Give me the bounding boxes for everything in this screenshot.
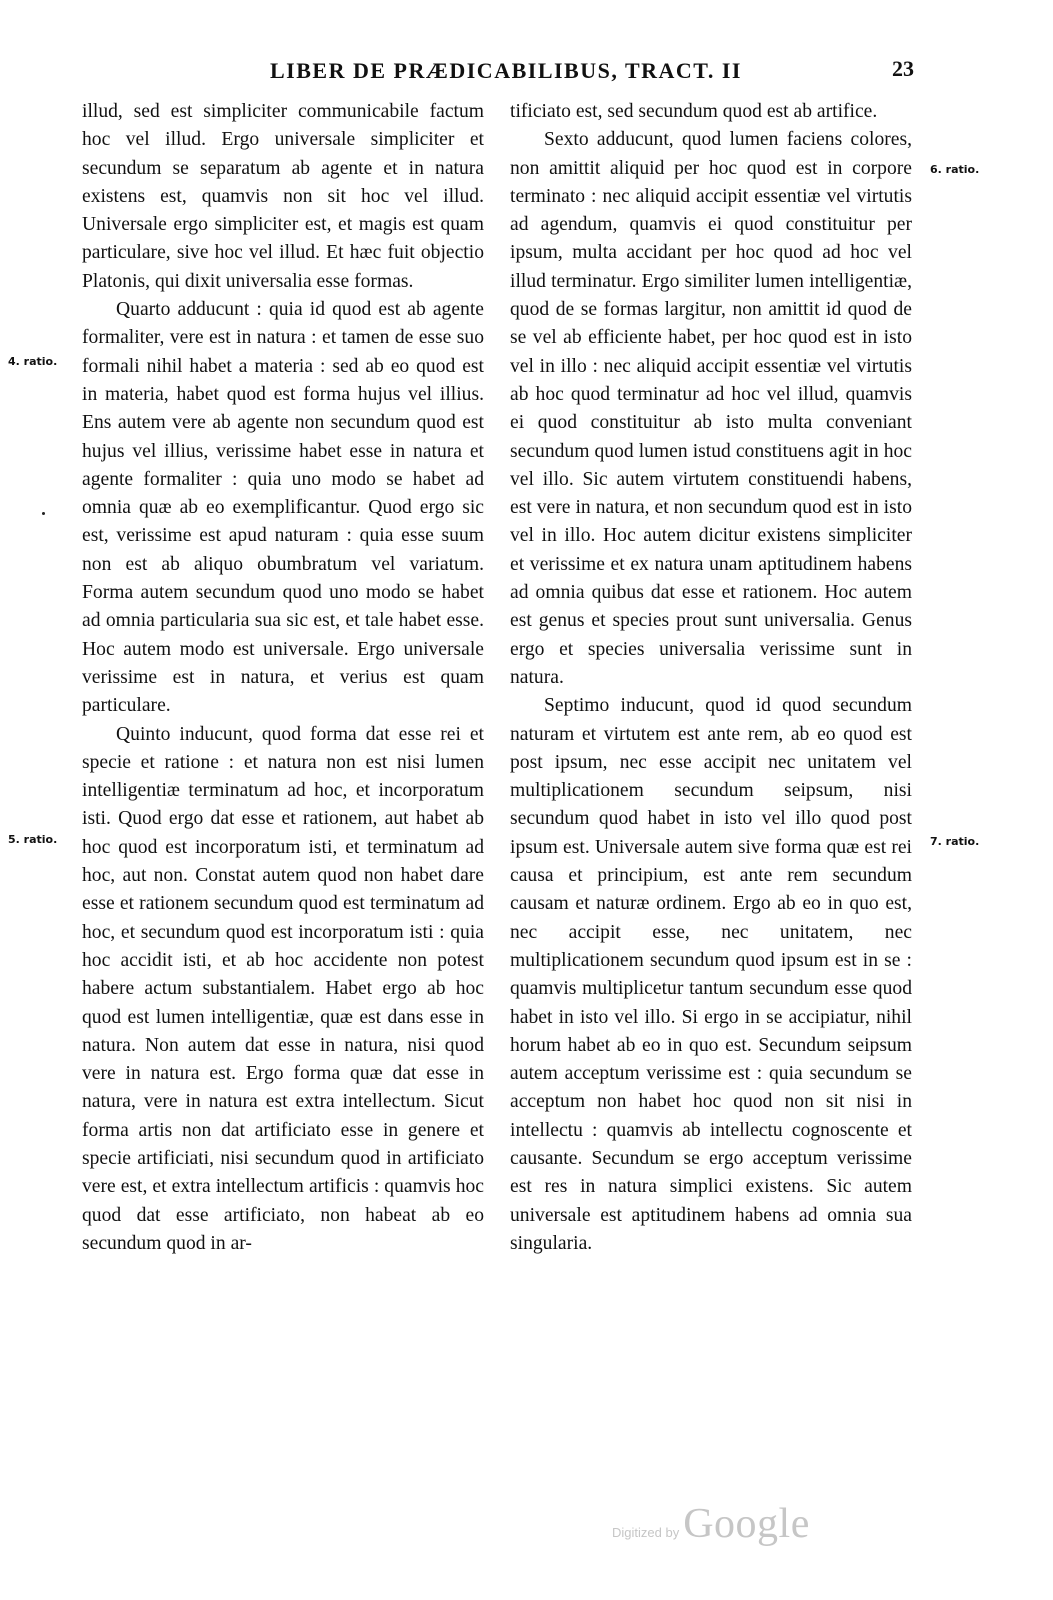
right-paragraph-continued: tificiato est, sed secundum quod est ab artifice. [510,101,878,122]
margin-note-ratio-4: 4. ratio. [8,355,58,368]
margin-note-ratio-7: 7. ratio. [930,835,980,848]
right-column [510,98,912,1258]
margin-note-ratio-5: 5. ratio. [8,833,58,846]
right-paragraph-septimo: Septimo inducunt, quod id quod secundum naturam et virtutem est ante rem, ab eo quod est post ipsum, nec esse accipit nec unitatem vel multiplicationem secundum seipsum, nisi secundum quod habet in isto vel illo quod post ipsum est. Universale autem sive forma quæ est rei causa et principium, est ante rem secundum causam et naturæ ordinem. Ergo ab eo in quo est, nec accipit esse, nec unitatem, nec multiplicationem secundum quod ipsum est in se : quamvis multiplicetur tantum secundum esse quod habet in isto vel illo. Si ergo in se accipiatur, nihil horum habet ab eo in quo est. Secundum seipsum autem acceptum verissime est : quia secundum se acceptum non habet hoc quod non sit nisi in intellectu : quamvis ab intellectu cognoscente et causante. Secundum se ergo acceptum verissime est res in natura simplici existens. Sic autem universale est aptitudinem habens ad omnia sua singularia. [510,695,912,1254]
left-paragraph-quarto: Quarto adducunt : quia id quod est ab agente formaliter, vere est in natura : et tamen de esse suo formali nihil habet a materia : sed ab eo quod est in materia, habet quod est forma hujus vel illius. Ens autem vere ab agente non secundum quod est hujus vel illius, verissime habet esse in natura et agente formaliter : quia uno modo se habet ad omnia quæ ab eo exemplificantur. Quod ergo sic est, verissime est apud naturam : quia esse suum non est ab aliquo obumbratum vel variatum. Forma autem secundum quod uno modo se habet ad omnia particularia sua sic est, et tale habet esse. Hoc autem modo est universale. Ergo universale verissime est in natura, et verius est quam particulare. [82,299,484,717]
ink-speck [42,512,45,515]
digitized-watermark [612,1500,810,1548]
page-number: 23 [892,56,914,81]
left-paragraph-continued: illud, sed est simpliciter communicabile factum hoc vel illud. Ergo universale simpliciter et secundum se separatum ab agente et in natura existens est, quamvis non sit hoc vel illud. Universale ergo simpliciter est, et magis est quam particulare, sive hoc vel illud. Et hæc fuit objectio Platonis, qui dixit universalia esse formas. [82,101,484,292]
running-title: LIBER DE PRÆDICABILIBUS, TRACT. II [270,58,742,83]
google-logo: Google [683,1501,810,1547]
left-paragraph-quinto: Quinto inducunt, quod forma dat esse rei et specie et ratione : et natura non est nisi lumen intelligentiæ terminatum ad hoc, et incorporatum isti. Quod ergo dat esse et rationem, aut habet ab hoc quod est incorporatum isti, et terminatum ad hoc, aut non. Constat autem quod non habet dare esse et rationem secundum quod est terminatum ad hoc, et secundum quod est incorporatum isti : quia hoc accidit isti, et ab hoc accidente non potest habere actum substantialem. Habet ergo ab hoc quod est lumen intelligentiæ, quæ est dans esse in natura. Non autem dat esse in natura, nisi quod vere in natura est. Ergo forma quæ dat esse in natura, vere in natura est extra intellectum. Sicut forma artis non dat artificiato esse in genere et specie artificiati, nisi secundum quod in artificiato vere est, et extra intellectum artificis : quamvis hoc quod dat esse artificiato, non habeat ab eo secundum quod in ar- [82,723,484,1254]
watermark-prefix: Digitized by [612,1525,680,1540]
left-column [82,98,484,1258]
right-paragraph-sexto: Sexto adducunt, quod lumen faciens colores, non amittit aliquid per hoc quod est in corpore terminato : nec aliquid accipit essentiæ vel virtutis ad agendum, quamvis ei quod constituitur per ipsum, multa accidant per hoc quod ad hoc vel illud terminatur. Ergo similiter lumen intelligentiæ, quod de se formas largitur, non amittit id quod de se vel ab efficiente habet, per hoc quod est in isto vel in illo : nec aliquid accipit essentiæ vel virtutis ab hoc quod terminatur ad hoc vel illud, quamvis ei quod constituitur ab isto multa conveniant secundum quod lumen istud constituens agit in hoc vel illo. Sic autem virtutem constituendi habens, est vere in natura, et non secundum quod est in isto vel in illo. Hoc autem dicitur existens simpliciter et verissime et ex natura unam aptitudinem habens ad omnia quibus dat esse et rationem. Hoc autem est genus et species prout sunt universalia. Genus ergo et species universalia verissime sunt in natura. [510,129,912,688]
margin-note-ratio-6: 6. ratio. [930,163,980,176]
